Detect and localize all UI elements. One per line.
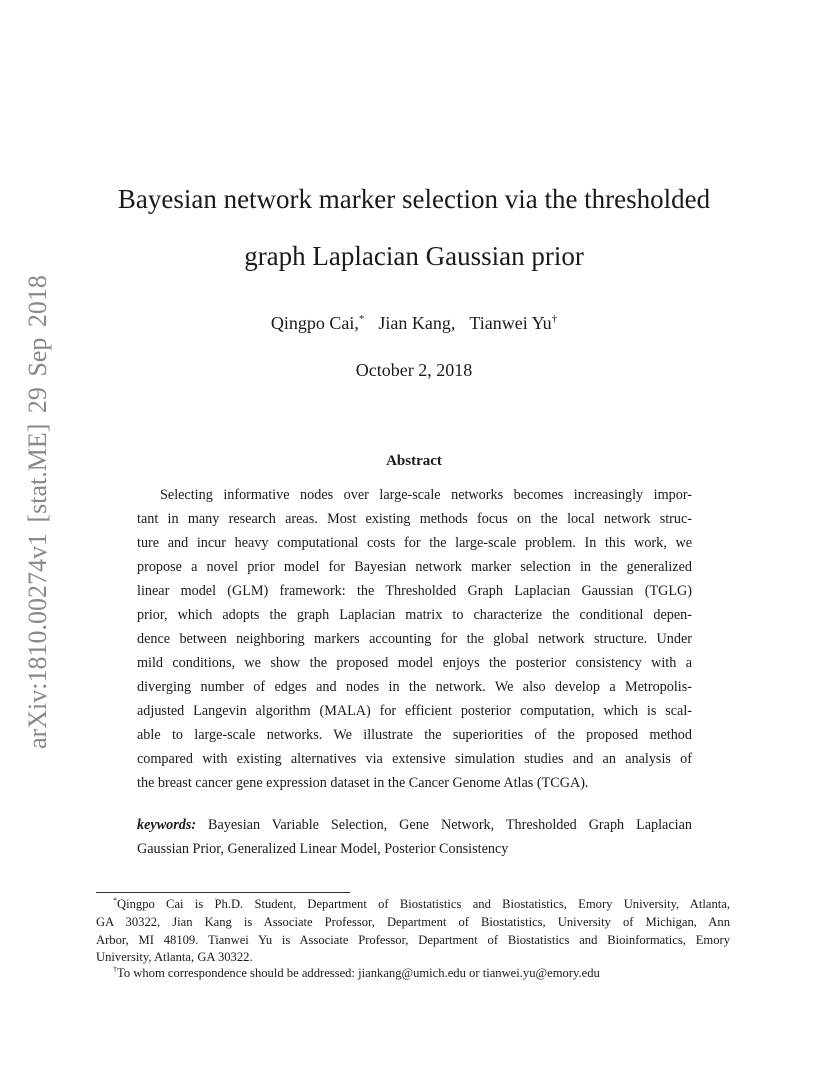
author-list (90, 312, 738, 334)
footnote-2 (113, 965, 730, 981)
abstract-line: propose a novel prior model for Bayesian network marker selection in the generalized (137, 559, 692, 575)
keywords-text-1: Bayesian Variable Selection, Gene Network, Thresholded Graph Laplacian (208, 817, 692, 833)
author-tianwei-yu (469, 312, 557, 334)
keywords-line-2: Gaussian Prior, Generalized Linear Model, Posterior Consistency (137, 841, 509, 857)
paper-date: October 2, 2018 (355, 360, 473, 380)
footnote-rule (96, 892, 350, 893)
abstract-line: ture and incur heavy computational costs for the large-scale problem. In this work, we (137, 535, 692, 551)
abstract-line: mild conditions, we show the proposed model enjoys the posterior consistency with a (137, 655, 692, 671)
abstract-line: linear model (GLM) framework: the Thresholded Graph Laplacian Gaussian (TGLG) (137, 583, 692, 599)
footnote-1-line-1 (113, 896, 730, 912)
abstract-line: diverging number of edges and nodes in the network. We also develop a Metropolis- (137, 679, 692, 695)
footnote-mark: * (113, 896, 117, 905)
author-name: Jian Kang, (378, 313, 456, 333)
arxiv-identifier-stamp: arXiv:1810.00274v1 [stat.ME] 29 Sep 2018 (23, 275, 52, 749)
footnote-text: Qingpo Cai is Ph.D. Student, Department of Biostatistics and Biostatistics, Emory University, Atlanta, (117, 897, 730, 911)
abstract-line: Selecting informative nodes over large-scale networks becomes increasingly impor- (160, 487, 692, 503)
keywords-line-1 (137, 816, 692, 834)
abstract-line: adjusted Langevin algorithm (MALA) for efficient posterior computation, which is scal- (137, 703, 692, 719)
author-qingpo-cai (271, 312, 365, 334)
author-jian-kang (378, 312, 455, 334)
abstract-line: compared with existing alternatives via extensive simulation studies and an analysis of (137, 751, 692, 767)
abstract-line: able to large-scale networks. We illustrate the superiorities of the proposed method (137, 727, 692, 743)
abstract-line: prior, which adopts the graph Laplacian matrix to characterize the conditional depen- (137, 607, 692, 623)
footnote-1-line-2: GA 30322, Jian Kang is Associate Professor, Department of Biostatistics, University of Michigan, Ann (96, 915, 730, 929)
abstract-line: dence between neighboring markers accounting for the global network structure. Under (137, 631, 692, 647)
author-footnote-mark: * (358, 313, 365, 325)
footnote-mark: † (113, 965, 117, 974)
paper-title-line-2: graph Laplacian Gaussian prior (244, 241, 584, 271)
author-name: Qingpo Cai, (270, 313, 359, 333)
abstract-line: tant in many research areas. Most existing methods focus on the local network struc- (137, 511, 692, 527)
footnote-1-line-4: University, Atlanta, GA 30322. (96, 950, 253, 964)
abstract-line: the breast cancer gene expression dataset in the Cancer Genome Atlas (TCGA). (137, 775, 589, 791)
author-footnote-mark: † (551, 313, 558, 325)
footnote-text: To whom correspondence should be addressed: jiankang@umich.edu or tianwei.yu@emory.edu (117, 966, 600, 980)
keywords-label: keywords: (137, 817, 197, 833)
abstract-heading: Abstract (386, 453, 442, 469)
footnote-1-line-3: Arbor, MI 48109. Tianwei Yu is Associate Professor, Department of Biostatistics and Bioinformatics, Emory (96, 933, 730, 947)
paper-title-line-1: Bayesian network marker selection via the thresholded (117, 184, 711, 214)
author-name: Tianwei Yu (469, 313, 552, 333)
